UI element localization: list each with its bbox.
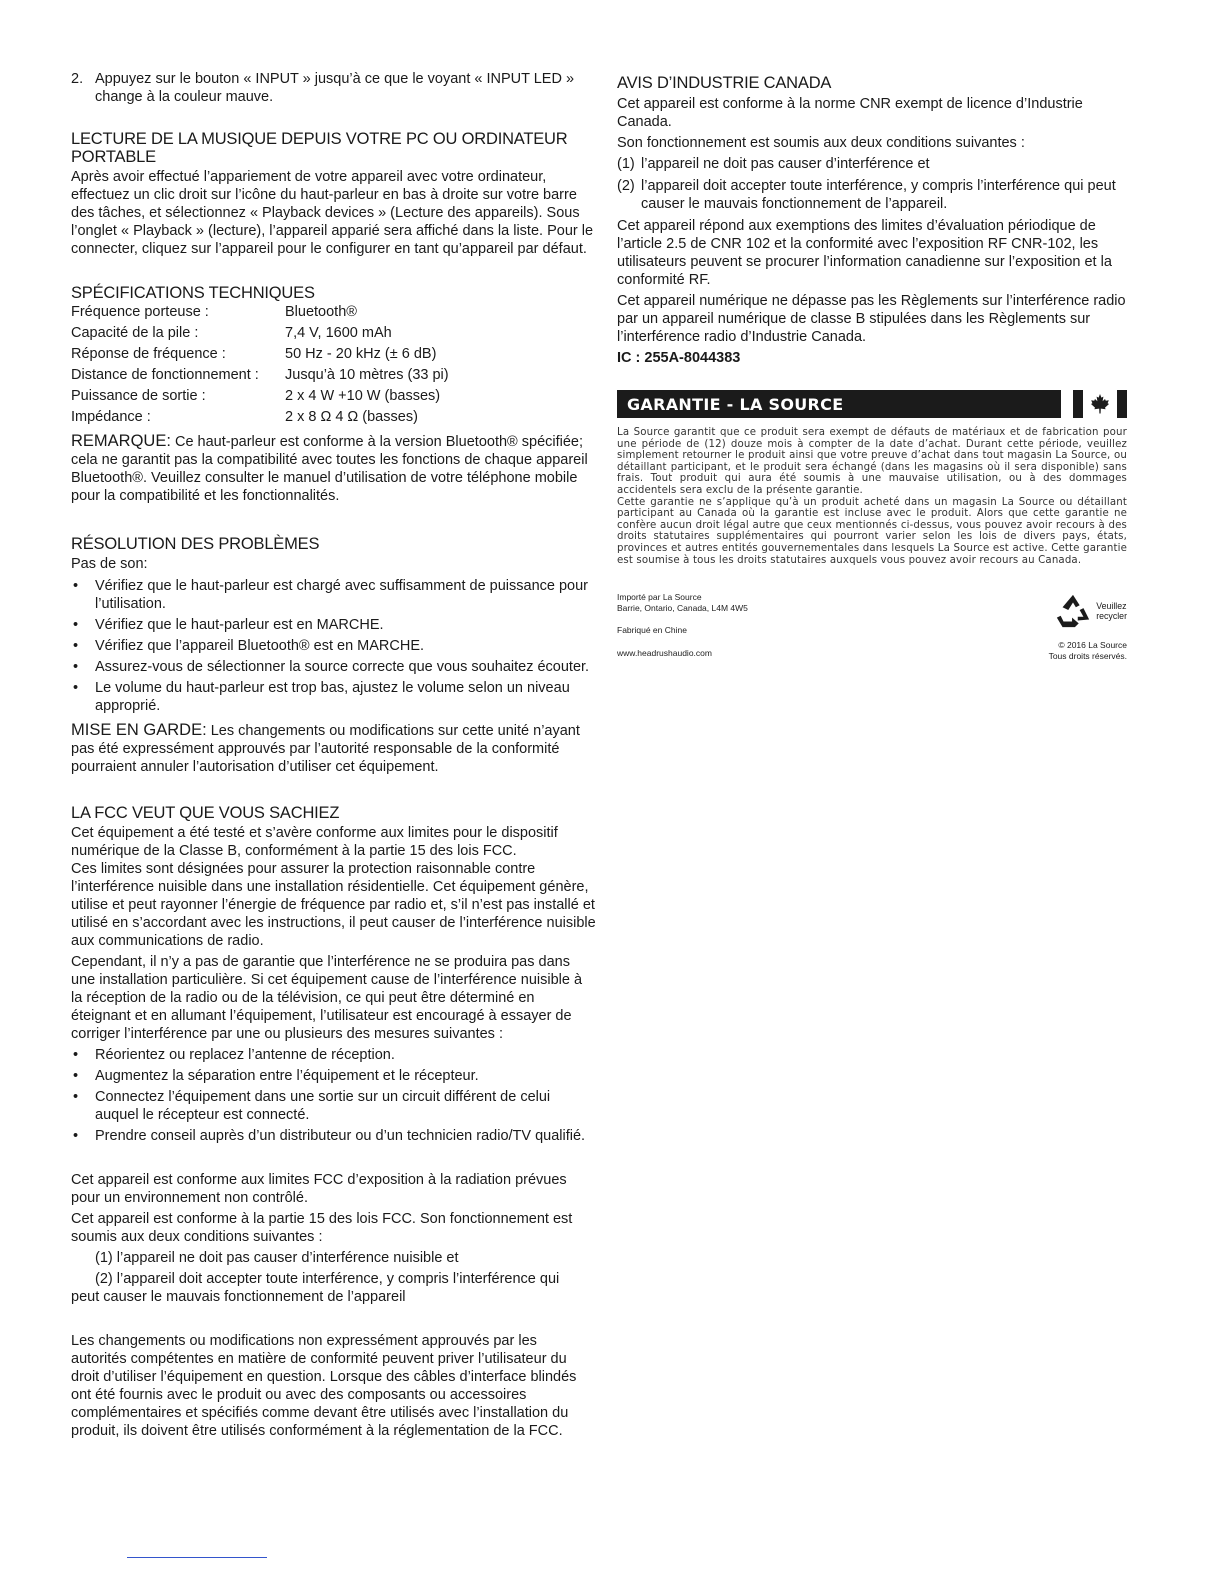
troubleshoot-heading: RÉSOLUTION DES PROBLÈMES bbox=[71, 535, 320, 553]
spec-row bbox=[71, 323, 596, 344]
fcc-condition-2a: (2) l’appareil doit accepter toute interférence, y compris l’interférence qui bbox=[95, 1271, 560, 1287]
copyright bbox=[1049, 640, 1127, 661]
importer-line-1: Importé par La Source bbox=[617, 592, 702, 603]
list-item: • Augmentez la séparation entre l’équipement et le récepteur. bbox=[71, 1067, 596, 1085]
specs-heading: SPÉCIFICATIONS TECHNIQUES bbox=[71, 284, 315, 302]
ic-p1: Cet appareil est conforme à la norme CNR exempt de licence d’Industrie Canada. bbox=[617, 96, 1083, 130]
troubleshoot-list bbox=[71, 577, 596, 715]
list-item: • Prendre conseil auprès d’un distributeur ou d’un technicien radio/TV qualifié. bbox=[71, 1127, 596, 1145]
list-item: • Assurez-vous de sélectionner la source correcte que vous souhaitez écouter. bbox=[71, 658, 596, 676]
spec-row bbox=[71, 302, 596, 323]
list-item: • Vérifiez que le haut-parleur est en MARCHE. bbox=[71, 616, 596, 634]
fcc-p3: Cependant, il n’y a pas de garantie que l’interférence ne se produira pas dans une installation particulière. Si cet équipement cause de l’interférence nuisible à la réception de la radio ou de la télévision, ce qui peut être déterminé en éteignant et en allumant l’équipement, l’utilisateur est encouragé à essayer de corriger l’interférence par une ou plusieurs des mesures suivantes : bbox=[71, 954, 583, 1042]
list-item: • Connectez l’équipement dans une sortie sur un circuit différent de celui auquel le récepteur est connecté. bbox=[71, 1088, 596, 1124]
ic-condition-2 bbox=[617, 177, 1127, 213]
copyright-line-2: Tous droits réservés. bbox=[1048, 650, 1127, 661]
spec-row bbox=[71, 386, 596, 407]
bottom-rule bbox=[127, 1557, 267, 1558]
fcc-heading: LA FCC VEUT QUE VOUS SACHIEZ bbox=[71, 804, 340, 822]
spec-key: Fréquence porteuse : bbox=[71, 304, 209, 320]
fcc-p6: Les changements ou modifications non expressément approuvés par les autorités compétentes en matière de conformité peuvent priver l’utilisateur du droit d’utiliser l’équipement en question. Lorsque des câbles d’interface blindés ont été fournis avec le produit ou avec des composants ou accessoires complémentaires et spécifiés comme devant être utilisés avec l’installation du produit, ils doivent être utilisés conformément à la réglementation de la FCC. bbox=[71, 1333, 577, 1439]
list-item: • Le volume du haut-parleur est trop bas, ajustez le volume selon un niveau approprié. bbox=[71, 679, 596, 715]
warranty-p2: Cette garantie ne s’applique qu’à un produit acheté dans un magasin La Source ou détaillant participant au Canada où la garantie est incluse avec le produit. Alors que cette garantie ne confère aucun droit légal autre que ceux mentionnés ci-dessus, vous pouvez avoir recours à des droits statutaires supplémentaires qui pourront varier selon les lois de divers pays, états, provinces et autres entités gouvernementales dans lesquels La Source est active. Cette garantie est soumise à tous les droits statutaires auxquels vous pouvez avoir recours au Canada. bbox=[617, 496, 1127, 566]
pc-heading: LECTURE DE LA MUSIQUE DEPUIS VOTRE PC OU ORDINATEUR PORTABLE bbox=[71, 130, 568, 166]
fcc-p4: Cet appareil est conforme aux limites FCC d’exposition à la radiation prévues pour un environnement non contrôlé. bbox=[71, 1172, 567, 1206]
recycle-label-2: recycler bbox=[1096, 611, 1127, 622]
fcc-condition-1: (1) l’appareil ne doit pas causer d’interférence nuisible et bbox=[95, 1250, 459, 1266]
spec-value: 50 Hz - 20 kHz (± 6 dB) bbox=[285, 346, 437, 362]
recycle-label bbox=[1096, 601, 1127, 622]
list-item: • Vérifiez que l’appareil Bluetooth® est en MARCHE. bbox=[71, 637, 596, 655]
spec-value: Bluetooth® bbox=[285, 304, 357, 320]
right-column bbox=[617, 70, 1127, 672]
list-item: • Réorientez ou replacez l’antenne de réception. bbox=[71, 1046, 596, 1064]
warranty-banner bbox=[617, 389, 1127, 419]
remarque-text: Ce haut-parleur est conforme à la version Bluetooth® spécifiée; cela ne garantit pas la compatibilité avec toutes les fonctions de chaque appareil Bluetooth®. Veuillez consulter le manuel d’utilisation de votre téléphone mobile pour la compatibilité et les fonctionnalités. bbox=[71, 434, 588, 504]
ic-heading: AVIS D’INDUSTRIE CANADA bbox=[617, 74, 832, 92]
specs-table bbox=[71, 302, 596, 428]
fcc-measures-list bbox=[71, 1046, 596, 1145]
spec-row bbox=[71, 344, 596, 365]
warranty-title: GARANTIE - LA SOURCE bbox=[617, 390, 1061, 418]
caution-note bbox=[71, 721, 596, 776]
condition-number: (2) bbox=[617, 178, 635, 194]
recycle-label-1: Veuillez bbox=[1096, 600, 1127, 611]
condition-text: l’appareil ne doit pas causer d’interférence et bbox=[641, 156, 930, 172]
caution-lead: MISE EN GARDE: bbox=[71, 721, 207, 739]
footer bbox=[617, 592, 1127, 672]
ic-p4: Cet appareil numérique ne dépasse pas les Règlements sur l’interférence radio par un appareil numérique de classe B stipulées dans les Règlements sur l’interférence radio d’Industrie Canada. bbox=[617, 293, 1126, 345]
spec-row bbox=[71, 365, 596, 386]
spec-key: Réponse de fréquence : bbox=[71, 346, 226, 362]
spec-value: Jusqu’à 10 mètres (33 pi) bbox=[285, 367, 449, 383]
recycle-block bbox=[1054, 592, 1127, 630]
maple-leaf-icon bbox=[1088, 392, 1112, 416]
caution-text: Les changements ou modifications sur cette unité n’ayant pas été expressément approuvés par l’autorité responsable de la conformité pourraient annuler l’autorisation d’utiliser cet équipement. bbox=[71, 723, 580, 775]
warranty-p1: La Source garantit que ce produit sera exempt de défauts de matériaux et de fabrication pour une période de (12) douze mois à compter de la date d’achat. Durant cette période, veuillez simplement retourner le produit ainsi que votre preuve d’achat dans tout magasin La Source, ou détaillant participant, et le produit sera échangé (dans les magasins où il sera disponible) sans frais. Tout produit qui aura été soumis à une mauvaise utilisation, ou à des dommages accidentels sera exclu de la présente garantie. bbox=[617, 427, 1127, 496]
ic-p2: Son fonctionnement est soumis aux deux conditions suivantes : bbox=[617, 135, 1025, 151]
website: www.headrushaudio.com bbox=[617, 647, 712, 658]
left-column bbox=[71, 70, 596, 1440]
spec-key: Impédance : bbox=[71, 409, 151, 425]
ic-condition-1 bbox=[617, 155, 1127, 173]
spec-key: Distance de fonctionnement : bbox=[71, 367, 259, 383]
spec-key: Puissance de sortie : bbox=[71, 388, 206, 404]
step-number: 2. bbox=[71, 71, 84, 87]
fcc-condition-2b: peut causer le mauvais fonctionnement de l’appareil bbox=[71, 1289, 406, 1305]
importer-line-2: Barrie, Ontario, Canada, L4M 4W5 bbox=[617, 602, 748, 613]
canada-flag-icon bbox=[1073, 390, 1127, 418]
step-2 bbox=[71, 70, 596, 106]
ic-p3: Cet appareil répond aux exemptions des limites d’évaluation périodique de l’article 2.5 de CNR 102 et la conformité avec l’exposition RF CNR-102, les utilisateurs peuvent se procurer l’information canadienne sur l’exposition et la conformité RF. bbox=[617, 218, 1112, 288]
fcc-p1: Cet équipement a été testé et s’avère conforme aux limites pour le dispositif numérique de la Classe B, conformément à la partie 15 des lois FCC. bbox=[71, 825, 558, 859]
warranty-text bbox=[617, 427, 1127, 566]
spec-value: 7,4 V, 1600 mAh bbox=[285, 325, 392, 341]
fcc-p5: Cet appareil est conforme à la partie 15 des lois FCC. Son fonctionnement est soumis aux deux conditions suivantes : bbox=[71, 1211, 573, 1245]
list-item: • Vérifiez que le haut-parleur est chargé avec suffisamment de puissance pour l’utilisation. bbox=[71, 577, 596, 613]
made-in: Fabriqué en Chine bbox=[617, 625, 687, 636]
recycle-icon bbox=[1054, 592, 1092, 630]
troubleshoot-intro: Pas de son: bbox=[71, 556, 148, 572]
spec-row bbox=[71, 407, 596, 428]
ic-code: IC : 255A-8044383 bbox=[617, 350, 741, 366]
spec-value: 2 x 8 Ω 4 Ω (basses) bbox=[285, 409, 418, 425]
condition-text: l’appareil doit accepter toute interférence, y compris l’interférence qui peut causer le mauvais fonctionnement de l’appareil. bbox=[641, 178, 1116, 212]
condition-number: (1) bbox=[617, 156, 635, 172]
spec-value: 2 x 4 W +10 W (basses) bbox=[285, 388, 441, 404]
remarque-note bbox=[71, 432, 596, 505]
pc-body: Après avoir effectué l’appariement de votre appareil avec votre ordinateur, effectuez un clic droit sur l’icône du haut-parleur en bas à droite sur votre barre des tâches, et sélectionnez « Playback devices » (Lecture des appareils). Sous l’onglet « Playback » (lecture), l’appareil apparié sera affiché dans la liste. Pour le connecter, cliquez sur l’appareil pour le configurer en tant qu’appareil par défaut. bbox=[71, 169, 594, 257]
remarque-lead: REMARQUE: bbox=[71, 432, 171, 450]
step-text: Appuyez sur le bouton « INPUT » jusqu’à ce que le voyant « INPUT LED » change à la couleur mauve. bbox=[95, 71, 575, 105]
copyright-line-1: © 2016 La Source bbox=[1058, 640, 1127, 651]
spec-key: Capacité de la pile : bbox=[71, 325, 199, 341]
fcc-p2: Ces limites sont désignées pour assurer la protection raisonnable contre l’interférence nuisible dans une installation résidentielle. Cet équipement génère, utilise et peut rayonner l’énergie de fréquence par radio et, s’il n’est pas installé et utilisé en s’accordant avec les instructions, il peut causer de l’interférence nuisible aux communications de radio. bbox=[71, 861, 596, 949]
